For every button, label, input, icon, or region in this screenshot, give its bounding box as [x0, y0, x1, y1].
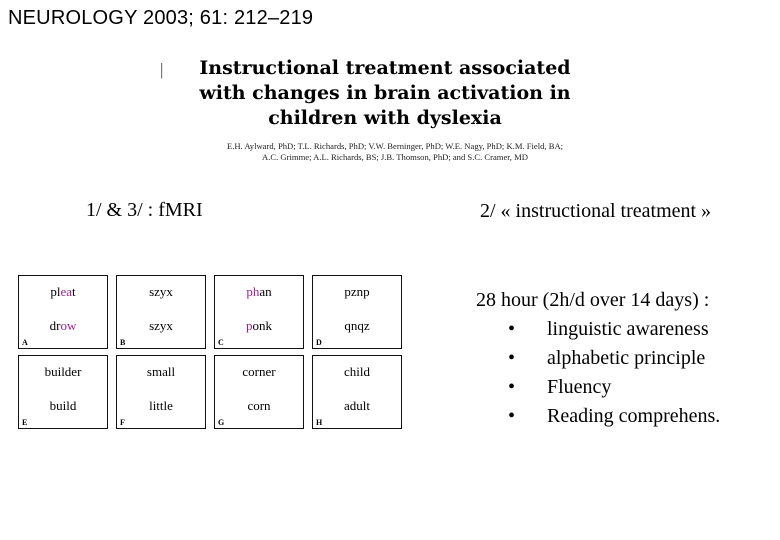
citation: NEUROLOGY 2003; 61: 212–219: [8, 7, 314, 29]
author-line: E.H. Aylward, PhD; T.L. Richards, PhD; V.W. Berninger, PhD; W.E. Nagy, PhD; K.M. Field, BA;: [226, 141, 564, 151]
treatment-list-item: [476, 402, 720, 431]
stimulus-panel-h: [312, 355, 402, 429]
author-list: [170, 141, 620, 163]
stimulus-panel-b: [116, 275, 206, 349]
panel-letter: C: [218, 338, 224, 347]
stimulus-word-bottom: szyx: [149, 318, 173, 333]
stimulus-panel-f: [116, 355, 206, 429]
stimulus-panel-grid: [18, 275, 402, 431]
treatment-intro: 28 hour (2h/d over 14 days) :: [476, 289, 710, 311]
stimulus-word-top: child: [344, 364, 370, 379]
stimulus-word-top: builder: [44, 364, 82, 379]
title-marker: |: [160, 60, 164, 79]
stimulus-word-top: szyx: [149, 284, 173, 299]
treatment-list-item: [476, 344, 720, 373]
stimulus-panel-e: [18, 355, 108, 429]
stimulus-panel-g: [214, 355, 304, 429]
stimulus-word-bottom: qnqz: [344, 318, 370, 333]
panel-letter: A: [22, 338, 28, 347]
treatment-list-item: [476, 315, 720, 344]
stimulus-word-bottom: adult: [344, 398, 370, 413]
treatment-item-label: Reading comprehens.: [547, 405, 721, 427]
treatment-list: [476, 315, 720, 431]
stimulus-panel-a: [18, 275, 108, 349]
bullet-icon: •: [508, 347, 516, 369]
panel-letter: B: [120, 338, 126, 347]
panel-letter: D: [316, 338, 322, 347]
paper-title: [150, 56, 620, 131]
treatment-label: 2/ « instructional treatment »: [480, 200, 712, 222]
panel-letter: G: [218, 418, 225, 427]
paper-title-line: Instructional treatment associated: [199, 57, 571, 79]
author-line: A.C. Grimme; A.L. Richards, BS; J.B. Thomson, PhD; and S.C. Cramer, MD: [262, 152, 528, 162]
stimulus-word-bottom: ponk: [246, 318, 272, 333]
stimulus-word-top: phan: [246, 284, 272, 299]
stimulus-word-bottom: drow: [49, 318, 77, 333]
fmri-label: 1/ & 3/ : fMRI: [86, 199, 203, 221]
treatment-description: [476, 286, 720, 431]
paper-title-line: children with dyslexia: [268, 107, 502, 129]
bullet-icon: •: [508, 405, 516, 427]
stimulus-word-top: pleat: [50, 284, 76, 299]
panel-letter: F: [120, 418, 125, 427]
panel-letter: E: [22, 418, 28, 427]
stimulus-word-top: corner: [242, 364, 276, 379]
stimulus-word-bottom: little: [149, 398, 173, 413]
panel-letter: H: [316, 418, 323, 427]
stimulus-panel-c: [214, 275, 304, 349]
treatment-item-label: Fluency: [547, 376, 612, 398]
stimulus-word-top: small: [146, 364, 176, 379]
stimulus-word-bottom: corn: [247, 398, 271, 413]
paper-title-line: with changes in brain activation in: [199, 82, 571, 104]
stimulus-word-top: pznp: [344, 284, 370, 299]
treatment-item-label: alphabetic principle: [547, 347, 706, 369]
treatment-item-label: linguistic awareness: [547, 318, 709, 340]
stimulus-word-bottom: build: [49, 398, 77, 413]
bullet-icon: •: [508, 318, 516, 340]
bullet-icon: •: [508, 376, 516, 398]
treatment-list-item: [476, 373, 720, 402]
stimulus-panel-d: [312, 275, 402, 349]
